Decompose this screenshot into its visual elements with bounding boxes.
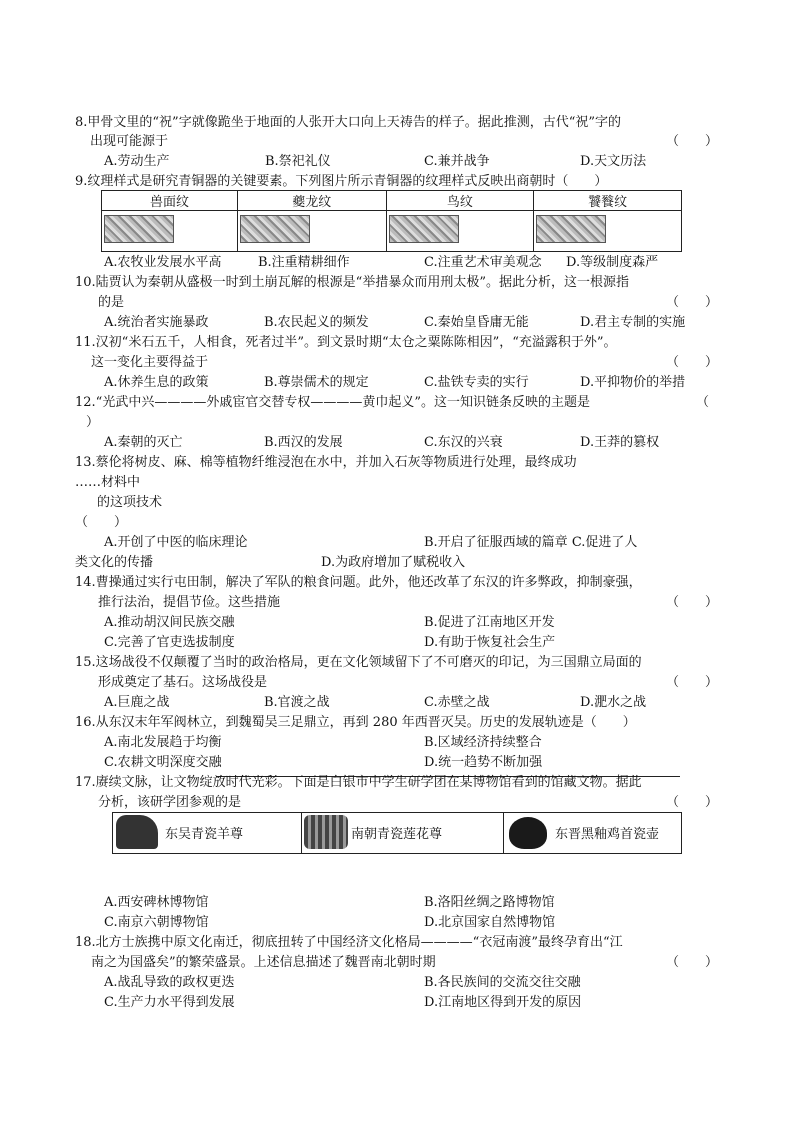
sheep-vessel-image <box>116 815 158 849</box>
q14-option-c: C.完善了官吏选拔制度 <box>104 635 235 650</box>
q10-option-a: A.统治者实施暴政 <box>104 315 209 330</box>
q10-stem-line1: 10.陆贾认为秦朝从盛极一时到土崩瓦解的根源是“举措暴众而用刑太极”。据此分析，这一根源指 <box>75 275 629 290</box>
q9-texture-image-4 <box>534 211 682 252</box>
q8-stem-line1: 8.甲骨文里的“祝”字就像跪坐于地面的人张开大口向上天祷告的样子。据此推测，古代“祝”字的 <box>75 115 621 130</box>
q8-option-b: B.祭祀礼仪 <box>265 154 331 169</box>
q9-header-3: 鸟纹 <box>386 191 534 211</box>
q10-stem-line2: 的是 <box>98 295 125 310</box>
q13-stem-line3: 的这项技术 <box>97 495 163 510</box>
q13-answer-paren: （ ） <box>75 515 128 530</box>
q12-option-c: C.东汉的兴衰 <box>424 435 503 450</box>
q17-stem-line1: 17.赓续文脉，让文物绽放时代光彩。下面是白银市中学生研学团在某博物馆看到的馆藏文物。据此 <box>75 775 642 790</box>
q10-answer-paren: （ ） <box>666 295 719 310</box>
q15-option-a: A.巨鹿之战 <box>104 695 170 710</box>
q17-relic-3-label: 东晋黑釉鸡首瓷壶 <box>555 827 660 842</box>
q9-texture-image-1 <box>102 211 238 252</box>
q15-option-d: D.淝水之战 <box>580 695 647 710</box>
q18-stem-line2: 南之为国盛矣”的繁荣盛景。上述信息描述了魏晋南北朝时期 <box>91 955 436 970</box>
q9-texture-image-3 <box>386 211 534 252</box>
q18-answer-paren: （ ） <box>666 955 719 970</box>
bronze-texture-image <box>389 215 459 243</box>
q17-relic-1 <box>113 813 302 853</box>
q14-stem-line2: 推行法治，提倡节俭。这些措施 <box>98 595 281 610</box>
q15-option-b: B.官渡之战 <box>264 695 330 710</box>
q18-option-c: C.生产力水平得到发展 <box>104 995 235 1010</box>
q9-option-c: C.注重艺术审美观念 <box>424 255 542 270</box>
q8-answer-paren: （ ） <box>666 134 719 149</box>
q12-answer-paren-open: （ <box>696 395 710 410</box>
q9-texture-table <box>101 190 682 252</box>
q8-stem-line2: 出现可能源于 <box>90 134 169 149</box>
q13-option-d: D.为政府增加了赋税收入 <box>321 555 466 570</box>
q18-stem-line1: 18.北方士族携中原文化南迁，彻底扭转了中国经济文化格局————“衣冠南渡”最终孕育出“江 <box>75 935 623 950</box>
q12-option-b: B.西汉的发展 <box>264 435 343 450</box>
q13-option-bc: B.开启了征服西域的篇章 C.促进了人 <box>424 535 638 550</box>
q16-stem-line1: 16.从东汉末年军阀林立，到魏蜀吴三足鼎立，再到 280 年西晋灭吴。历史的发展轨迹是（ ） <box>75 715 636 730</box>
q13-stem-line1: 13.蔡伦将树皮、麻、棉等植物纤维浸泡在水中，并加入石灰等物质进行处理，最终成功 <box>75 455 577 470</box>
q16-option-a: A.南北发展趋于均衡 <box>104 735 222 750</box>
q11-option-d: D.平抑物价的举措 <box>580 375 686 390</box>
q18-option-b: B.各民族间的交流交往交融 <box>424 975 581 990</box>
q17-relic-2 <box>301 813 504 853</box>
q17-answer-paren: （ ） <box>666 795 719 810</box>
q15-option-c: C.赤壁之战 <box>424 695 490 710</box>
q15-answer-paren: （ ） <box>666 675 719 690</box>
q12-option-a: A.秦朝的灭亡 <box>104 435 183 450</box>
q17-relic-table <box>112 812 682 854</box>
q14-option-b: B.促进了江南地区开发 <box>424 615 555 630</box>
q18-option-a: A.战乱导致的政权更迭 <box>104 975 235 990</box>
q9-texture-image-2 <box>237 211 386 252</box>
q10-option-b: B.农民起义的频发 <box>264 315 369 330</box>
q17-option-d: D.北京国家自然博物馆 <box>424 915 556 930</box>
q9-option-a: A.农牧业发展水平高 <box>104 255 222 270</box>
q15-stem-line1: 15.这场战役不仅颠覆了当时的政治格局，更在文化领域留下了不可磨灭的印记，为三国鼎立局面的 <box>75 655 642 670</box>
bronze-texture-image <box>536 215 606 243</box>
q12-stem-line1: 12.“光武中兴————外戚宦官交替专权————黄巾起义”。这一知识链条反映的主题是 <box>75 395 590 410</box>
q9-option-b: B.注重精耕细作 <box>258 255 350 270</box>
q8-option-c: C.兼并战争 <box>424 154 490 169</box>
chicken-head-pot-image <box>509 817 547 849</box>
q11-option-b: B.尊崇儒术的规定 <box>264 375 369 390</box>
q8-option-d: D.天文历法 <box>580 154 647 169</box>
bronze-texture-image <box>104 215 174 243</box>
q10-option-d: D.君主专制的实施 <box>580 315 686 330</box>
q14-stem-line1: 14.曹操通过实行屯田制，解决了军队的粮食问题。此外，他还改革了东汉的许多弊政，抑制豪强， <box>75 575 642 590</box>
bronze-texture-image <box>240 215 310 243</box>
q18-option-d: D.江南地区得到开发的原因 <box>424 995 582 1010</box>
q9-header-1: 兽面纹 <box>102 191 238 211</box>
q9-option-d: D.等级制度森严 <box>566 255 659 270</box>
q12-answer-paren-close: ） <box>86 415 100 430</box>
q17-relic-1-label: 东吴青瓷羊尊 <box>165 827 244 842</box>
q11-option-a: A.休养生息的政策 <box>104 375 209 390</box>
q8-option-a: A.劳动生产 <box>104 154 170 169</box>
q9-header-4: 饕餮纹 <box>534 191 682 211</box>
q9-header-2: 夔龙纹 <box>237 191 386 211</box>
q17-option-b: B.洛阳丝绸之路博物馆 <box>424 895 555 910</box>
lotus-vessel-image <box>304 815 348 849</box>
q9-stem-line1: 9.纹理样式是研究青铜器的关键要素。下列图片所示青铜器的纹理样式反映出商朝时（ ） <box>75 174 608 189</box>
q12-option-d: D.王莽的篡权 <box>580 435 660 450</box>
q10-option-c: C.秦始皇昏庸无能 <box>424 315 529 330</box>
q16-option-c: C.农耕文明深度交融 <box>104 755 222 770</box>
q17-option-c: C.南京六朝博物馆 <box>104 915 209 930</box>
q11-answer-paren: （ ） <box>666 355 719 370</box>
q11-option-c: C.盐铁专卖的实行 <box>424 375 529 390</box>
q13-option-c-cont: 类文化的传播 <box>75 555 154 570</box>
q14-option-d: D.有助于恢复社会生产 <box>424 635 556 650</box>
q17-relic-3 <box>503 813 679 853</box>
q16-option-d: D.统一趋势不断加强 <box>424 755 543 770</box>
q13-option-a: A.开创了中医的临床理论 <box>104 535 248 550</box>
q11-stem-line1: 11.汉初“米石五千，人相食，死者过半”。到文景时期“太仓之粟陈陈相因”，“充溢露积于外”。 <box>75 335 617 350</box>
q15-stem-line2: 形成奠定了基石。这场战役是 <box>98 675 268 690</box>
q14-option-a: A.推动胡汉间民族交融 <box>104 615 235 630</box>
q17-option-a: A.西安碑林博物馆 <box>104 895 209 910</box>
q11-stem-line2: 这一变化主要得益于 <box>91 355 209 370</box>
q16-option-b: B.区域经济持续整合 <box>424 735 542 750</box>
q14-answer-paren: （ ） <box>666 595 719 610</box>
q17-stem-line2: 分析，该研学团参观的是 <box>98 795 242 810</box>
q17-relic-2-label: 南朝青瓷莲花尊 <box>351 827 443 842</box>
q13-stem-line2: ……材料中 <box>75 475 141 490</box>
